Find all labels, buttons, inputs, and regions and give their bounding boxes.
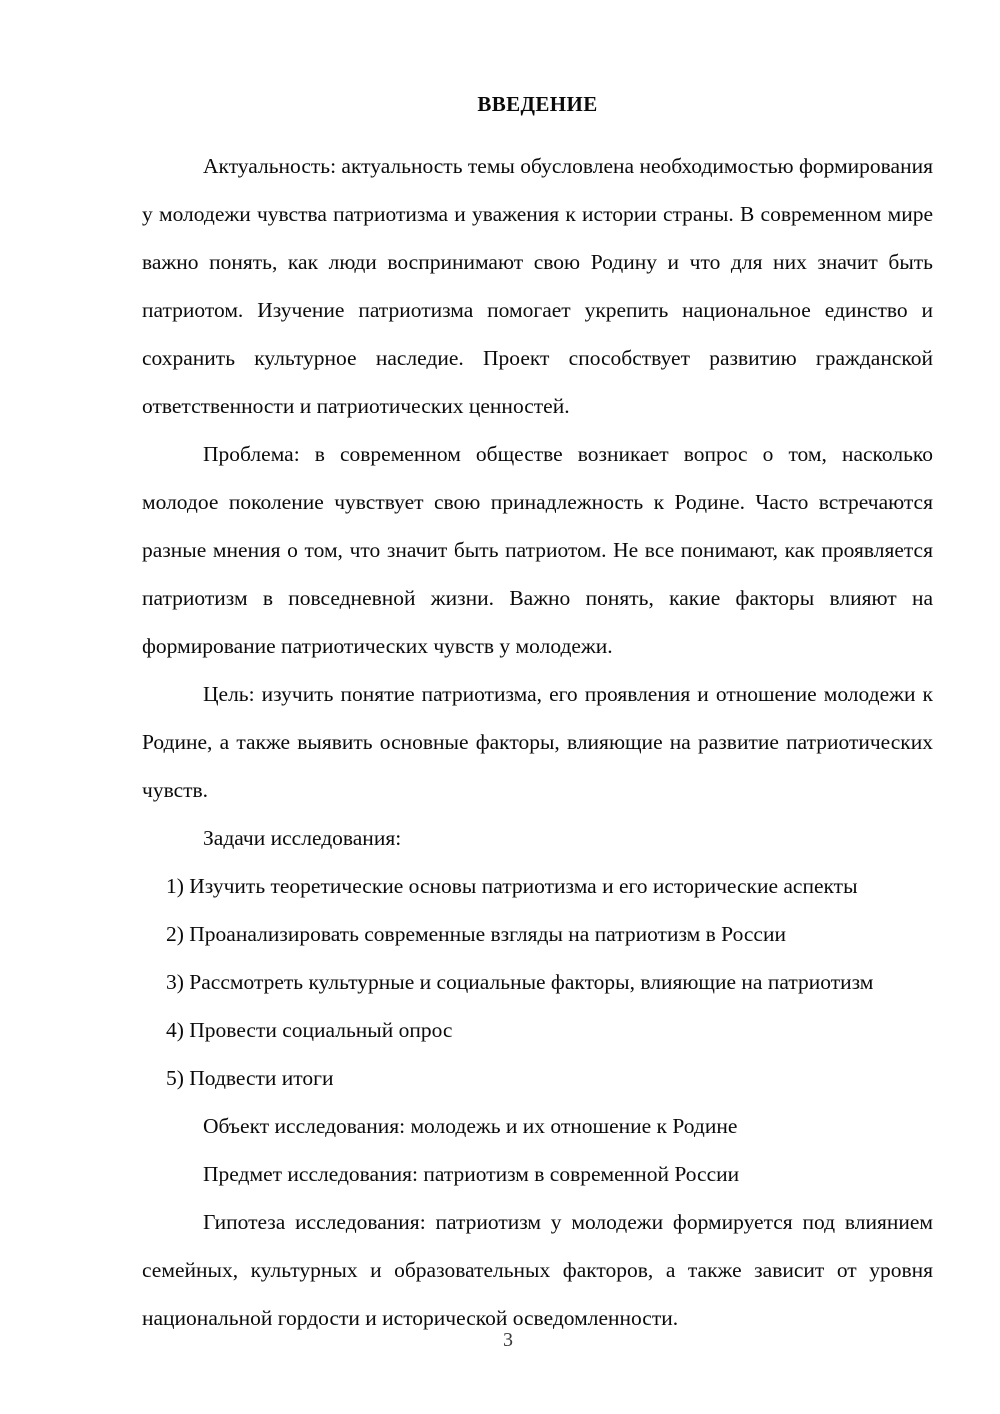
page-number-footer: [0, 1328, 1000, 1352]
research-object: Объект исследования: молодежь и их отношение к Родине: [203, 1114, 738, 1138]
tasks-heading: Задачи исследования:: [203, 826, 402, 850]
task-item-3: 3) Рассмотреть культурные и социальные факторы, влияющие на патриотизм: [166, 970, 874, 994]
research-subject: Предмет исследования: патриотизм в современной России: [203, 1162, 740, 1186]
paragraph-goal: Цель: изучить понятие патриотизма, его проявления и отношение молодежи к Родине, а также выявить основные факторы, влияющие на развитие патриотических чувств.: [142, 682, 933, 802]
page-title: ВВЕДЕНИЕ: [477, 92, 598, 116]
task-item-1: 1) Изучить теоретические основы патриотизма и его исторические аспекты: [166, 874, 858, 898]
task-item-2: 2) Проанализировать современные взгляды на патриотизм в России: [166, 922, 786, 946]
paragraph-relevance: Актуальность: актуальность темы обусловлена необходимостью формирования у молодежи чувства патриотизма и уважения к истории страны. В современном мире важно понять, как люди воспринимают свою Родину и что для них значит быть патриотом. Изучение патриотизма помогает укрепить национальное единство и сохранить культурное наследие. Проект способствует развитию гражданской ответственности и патриотических ценностей.: [142, 154, 933, 418]
paragraph-hypothesis: Гипотеза исследования: патриотизм у молодежи формируется под влиянием семейных, культурных и образовательных факторов, а также зависит от уровня национальной гордости и исторической осведомленности.: [142, 1210, 933, 1330]
task-item-5: 5) Подвести итоги: [166, 1066, 334, 1090]
document-body: [142, 88, 933, 1342]
page-number-value: 3: [503, 1329, 513, 1351]
paragraph-problem: Проблема: в современном обществе возникает вопрос о том, насколько молодое поколение чувствует свою принадлежность к Родине. Часто встречаются разные мнения о том, что значит быть патриотом. Не все понимают, как проявляется патриотизм в повседневной жизни. Важно понять, какие факторы влияют на формирование патриотических чувств у молодежи.: [142, 442, 933, 658]
task-item-4: 4) Провести социальный опрос: [166, 1018, 453, 1042]
